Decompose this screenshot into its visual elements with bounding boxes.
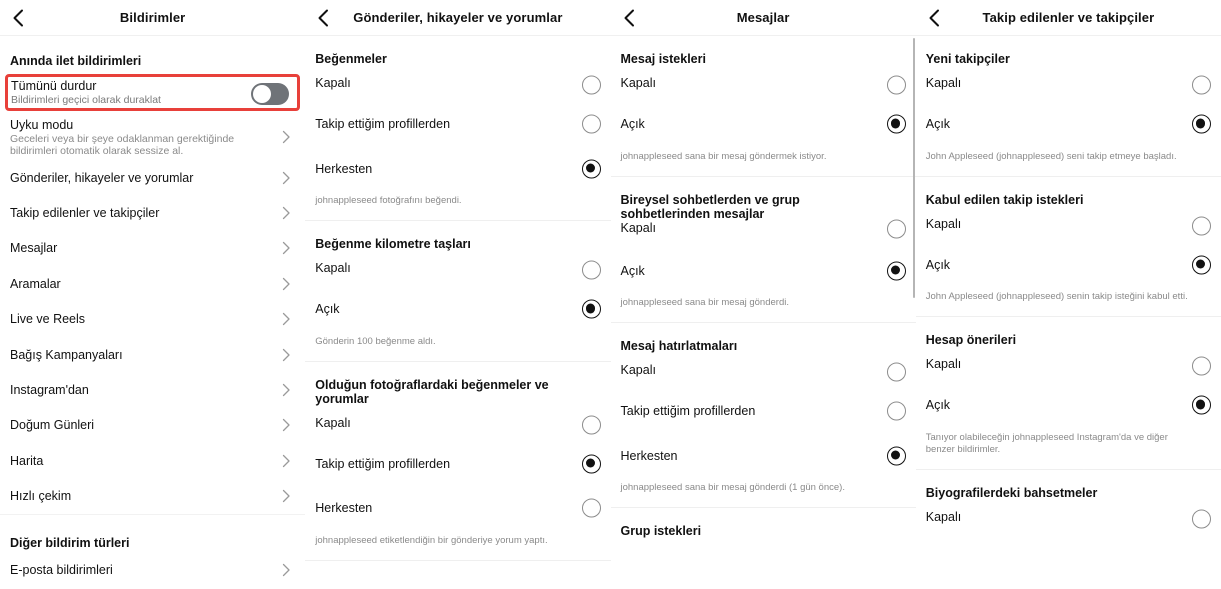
radio-button-selected[interactable] xyxy=(1192,396,1211,415)
option-on[interactable] xyxy=(611,102,916,147)
back-button[interactable] xyxy=(617,6,641,30)
option-label: Açık xyxy=(925,117,951,132)
pause-all-label: Tümünü durdur xyxy=(11,79,97,93)
group-title: Biyografilerdeki bahsetmeler xyxy=(925,485,1098,500)
group-new-followers xyxy=(916,36,1221,177)
chevron-right-icon xyxy=(281,130,291,144)
option-label: Herkesten xyxy=(315,501,373,516)
option-label: Kapalı xyxy=(925,76,962,90)
group-like-milestones xyxy=(305,221,610,362)
group-message-requests xyxy=(611,36,916,177)
notifications-screen xyxy=(0,0,305,589)
group-tagged-photo-likes-comments xyxy=(305,362,610,561)
chevron-left-icon xyxy=(623,9,635,27)
radio-button-selected[interactable] xyxy=(887,261,906,280)
page-title: Bildirimler xyxy=(119,10,186,25)
group-title: Kabul edilen takip istekleri xyxy=(925,192,1084,207)
option-on[interactable] xyxy=(916,383,1221,428)
group-bio-mentions xyxy=(916,470,1221,543)
radio-button[interactable] xyxy=(887,363,906,382)
radio-button[interactable] xyxy=(1192,509,1211,528)
scrollbar[interactable] xyxy=(913,38,915,298)
chevron-right-icon xyxy=(281,563,291,577)
example-note: John Appleseed (johnappleseed) seni takip etmeye başladı. xyxy=(925,150,1177,162)
option-label: Takip ettiğim profillerden xyxy=(620,404,756,419)
option-off[interactable] xyxy=(916,500,1221,536)
option-on[interactable] xyxy=(305,287,610,332)
example-note: Tanıyor olabileceğin johnappleseed Instagram'da ve diğer benzer bildirimler. xyxy=(925,431,1168,455)
radio-button-selected[interactable] xyxy=(887,446,906,465)
option-label: Kapalı xyxy=(315,261,351,275)
nav-item-label: Live ve Reels xyxy=(10,312,86,327)
option-label: Açık xyxy=(620,263,645,278)
group-message-reminders xyxy=(611,323,916,508)
nav-item-map[interactable] xyxy=(0,443,305,478)
radio-button-selected[interactable] xyxy=(887,115,906,134)
option-on[interactable] xyxy=(916,102,1221,147)
posts-stories-comments-screen xyxy=(305,0,610,589)
page-title: Mesajlar xyxy=(736,10,790,25)
header xyxy=(0,0,305,36)
chevron-left-icon xyxy=(317,9,329,27)
radio-button[interactable] xyxy=(582,499,601,518)
nav-item-label: Bağış Kampanyaları xyxy=(10,347,123,362)
radio-button[interactable] xyxy=(1192,357,1211,376)
nav-item-following[interactable] xyxy=(0,195,305,230)
option-everyone[interactable] xyxy=(611,434,916,479)
option-label: Herkesten xyxy=(315,161,373,176)
option-on[interactable] xyxy=(916,243,1221,288)
chevron-right-icon xyxy=(281,454,291,468)
option-off[interactable] xyxy=(305,406,610,442)
group-accepted-follow-requests xyxy=(916,177,1221,318)
page-title: Gönderiler, hikayeler ve yorumlar xyxy=(353,10,563,25)
chevron-right-icon xyxy=(281,348,291,362)
chevron-left-icon xyxy=(928,9,940,27)
back-button[interactable] xyxy=(311,6,335,30)
option-label: Takip ettiğim profillerden xyxy=(315,456,451,471)
example-note: johnappleseed etiketlendiğin bir gönderiye yorum yaptı. xyxy=(315,534,548,546)
option-off[interactable] xyxy=(611,66,916,102)
pause-all-sublabel: Bildirimleri geçici olarak duraklat xyxy=(11,94,161,106)
section-title-push: Anında ilet bildirimleri xyxy=(10,54,142,68)
radio-button[interactable] xyxy=(1192,76,1211,95)
option-off[interactable] xyxy=(611,353,916,389)
messages-screen xyxy=(611,0,916,589)
example-note: johnappleseed sana bir mesaj gönderdi. xyxy=(620,297,789,308)
pause-all-toggle[interactable] xyxy=(251,83,289,105)
chevron-right-icon xyxy=(281,277,291,291)
example-note: John Appleseed (johnappleseed) senin takip isteğini kabul etti. xyxy=(925,291,1188,302)
radio-button-selected[interactable] xyxy=(582,454,601,473)
nav-item-label: Aramalar xyxy=(10,276,61,291)
chevron-left-icon xyxy=(12,9,24,27)
nav-item-email-notifications[interactable] xyxy=(0,552,305,587)
group-chat-messages xyxy=(611,177,916,324)
option-everyone[interactable] xyxy=(305,486,610,531)
option-label: Açık xyxy=(315,302,340,317)
option-label: Kapalı xyxy=(925,216,962,231)
option-label: Açık xyxy=(925,257,951,272)
radio-button[interactable] xyxy=(582,76,601,95)
option-label: Kapalı xyxy=(315,76,351,90)
radio-button[interactable] xyxy=(887,76,906,95)
following-followers-screen xyxy=(916,0,1221,589)
nav-item-sublabel: Geceleri veya bir şeye odaklanman gerektiğinde bildirimleri otomatik olarak sessize al. xyxy=(10,132,235,157)
nav-item-calls[interactable] xyxy=(0,266,305,301)
option-label: Kapalı xyxy=(620,76,656,90)
chevron-right-icon xyxy=(281,383,291,397)
example-note: Gönderin 100 beğenme aldı. xyxy=(315,335,436,347)
option-everyone[interactable] xyxy=(305,147,610,192)
header xyxy=(305,0,610,36)
option-label: Kapalı xyxy=(620,220,656,235)
option-label: Açık xyxy=(620,117,645,132)
group-title: Mesaj istekleri xyxy=(620,52,706,66)
nav-item-posts[interactable] xyxy=(0,160,305,195)
back-button[interactable] xyxy=(6,6,30,30)
nav-item-fundraisers[interactable] xyxy=(0,337,305,372)
option-label: Takip ettiğim profillerden xyxy=(315,117,451,132)
nav-item-birthdays[interactable] xyxy=(0,408,305,443)
section-divider xyxy=(0,514,305,524)
radio-button-selected[interactable] xyxy=(1192,255,1211,274)
nav-item-label: Doğum Günleri xyxy=(10,418,95,433)
pause-all-row xyxy=(5,74,300,111)
back-button[interactable] xyxy=(922,6,946,30)
chevron-right-icon xyxy=(281,241,291,255)
option-following[interactable] xyxy=(611,389,916,434)
option-off[interactable] xyxy=(611,221,916,249)
radio-button-selected[interactable] xyxy=(582,159,601,178)
radio-button[interactable] xyxy=(582,115,601,134)
nav-item-label: Takip edilenler ve takipçiler xyxy=(10,206,160,221)
nav-item-label: Mesajlar xyxy=(10,241,58,256)
example-note: johnappleseed fotoğrafını beğendi. xyxy=(315,195,462,206)
nav-item-label: Hızlı çekim xyxy=(10,489,72,504)
group-title: Hesap önerileri xyxy=(925,333,1017,347)
nav-item-label: Harita xyxy=(10,453,44,468)
option-off[interactable] xyxy=(305,66,610,102)
radio-button[interactable] xyxy=(1192,216,1211,235)
toggle-knob xyxy=(253,85,271,103)
example-note: johnappleseed sana bir mesaj göndermek istiyor. xyxy=(620,150,827,162)
nav-item-from-instagram[interactable] xyxy=(0,372,305,407)
radio-button[interactable] xyxy=(887,219,906,238)
radio-button[interactable] xyxy=(887,402,906,421)
nav-item-sleep-mode[interactable] xyxy=(0,114,305,160)
group-title: Grup istekleri xyxy=(620,524,702,538)
option-following[interactable] xyxy=(305,442,610,487)
nav-item-quick-capture[interactable] xyxy=(0,479,305,514)
option-following[interactable] xyxy=(305,102,610,147)
group-title: Bireysel sohbetlerden ve grup sohbetlerinden mesajlar xyxy=(620,192,800,221)
option-label: Kapalı xyxy=(315,415,351,430)
option-label: Açık xyxy=(925,398,951,413)
group-group-requests xyxy=(611,508,916,545)
chevron-right-icon xyxy=(281,312,291,326)
option-off[interactable] xyxy=(305,251,610,287)
option-label: Kapalı xyxy=(925,509,962,524)
option-label: Kapalı xyxy=(620,363,656,377)
chevron-right-icon xyxy=(281,206,291,220)
section-title-other: Diğer bildirim türleri xyxy=(10,535,130,550)
option-on[interactable] xyxy=(611,249,916,294)
nav-item-label: E-posta bildirimleri xyxy=(10,562,113,577)
group-likes xyxy=(305,36,610,221)
radio-button[interactable] xyxy=(582,415,601,434)
option-off[interactable] xyxy=(916,66,1221,102)
page-title: Takip edilenler ve takipçiler xyxy=(982,10,1155,25)
nav-item-messages[interactable] xyxy=(0,231,305,266)
nav-item-label: Uyku modu xyxy=(10,117,74,132)
group-title: Mesaj hatırlatmaları xyxy=(620,339,738,353)
radio-button-selected[interactable] xyxy=(1192,115,1211,134)
option-label: Herkesten xyxy=(620,448,678,463)
group-title: Beğenmeler xyxy=(315,52,387,66)
nav-item-label: Gönderiler, hikayeler ve yorumlar xyxy=(10,170,194,185)
option-off[interactable] xyxy=(916,347,1221,383)
nav-item-live-reels[interactable] xyxy=(0,302,305,337)
radio-button[interactable] xyxy=(582,261,601,280)
group-title: Yeni takipçiler xyxy=(925,52,1010,66)
radio-button-selected[interactable] xyxy=(582,300,601,319)
group-account-suggestions xyxy=(916,317,1221,470)
chevron-right-icon xyxy=(281,418,291,432)
chevron-right-icon xyxy=(281,171,291,185)
example-note: johnappleseed sana bir mesaj gönderdi (1 gün önce). xyxy=(620,482,845,493)
header xyxy=(916,0,1221,36)
group-title: Beğenme kilometre taşları xyxy=(315,237,471,251)
chevron-right-icon xyxy=(281,489,291,503)
header xyxy=(611,0,916,36)
option-label: Kapalı xyxy=(925,357,962,371)
group-title: Olduğun fotoğraflardaki beğenmeler ve yorumlar xyxy=(315,377,549,406)
nav-item-label: Instagram'dan xyxy=(10,383,89,398)
option-off[interactable] xyxy=(916,207,1221,243)
